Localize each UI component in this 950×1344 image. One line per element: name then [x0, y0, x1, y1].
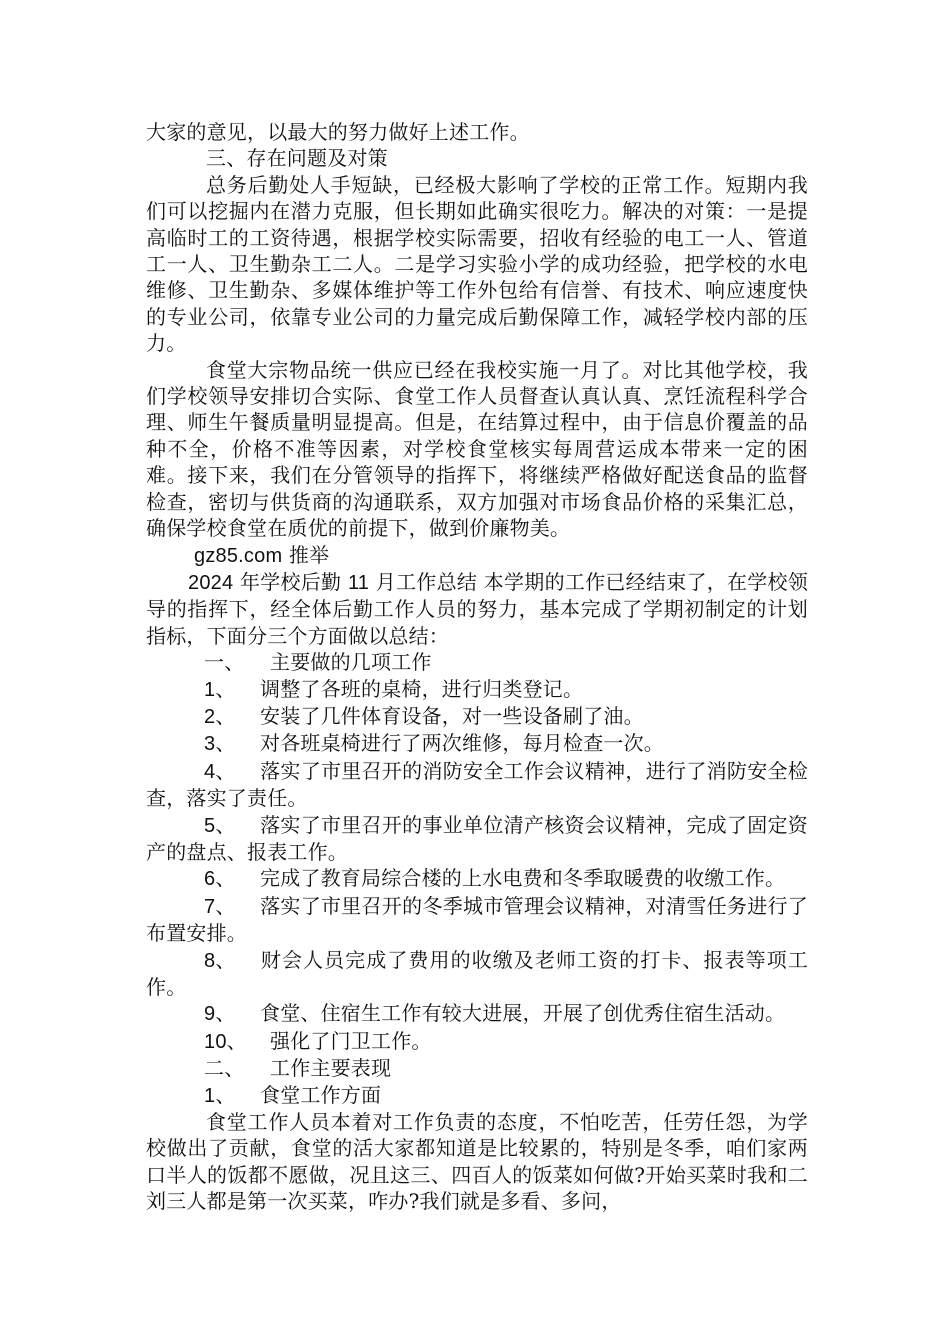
item-number: 3、 — [204, 733, 236, 756]
work-item — [146, 758, 808, 812]
section-title: 主要做的几项工作 — [270, 650, 432, 675]
recommend-site: gz85.com — [194, 544, 283, 567]
item-number: 6、 — [204, 868, 236, 891]
work-item — [146, 1000, 808, 1027]
summary-title-mid: 年学校后勤 — [239, 569, 342, 594]
item-number: 8、 — [204, 949, 236, 972]
summary-title-end: 月工作总结 — [375, 569, 478, 594]
item-text: 强化了门卫工作。 — [270, 1028, 432, 1053]
item-number: 10、 — [204, 1030, 247, 1053]
subsection-number: 1、 — [204, 1084, 236, 1107]
item-text: 调整了各班的桌椅，进行归类登记。 — [260, 676, 584, 701]
item-text: 落实了市里召开的冬季城市管理会议精神，对清雪任务进行了布置安排。 — [146, 893, 808, 946]
paragraph-canteen-staff: 食堂工作人员本着对工作负责的态度，不怕吃苦，任劳任怨，为学校做出了贡献，食堂的活大家都知道是比较累的，特别是冬季，咱们家两口半人的饭都不愿做，况且这三、四百人的饭菜如何做?开始买菜时我和二刘三人都是第一次买菜，咋办?我们就是多看、多问， — [146, 1110, 808, 1214]
summary-year: 2024 — [188, 571, 234, 594]
section-number: 二、 — [204, 1056, 245, 1081]
paragraph-staff-shortage: 总务后勤处人手短缺，已经极大影响了学校的正常工作。短期内我们可以挖掘内在潜力克服，但长期如此确实很吃力。解决的对策：一是提高临时工的工资待遇，根据学校实际需要，招收有经验的电工一人、管道工一人、卫生勤杂工二人。二是学习实验小学的成功经验，把学校的水电维修、卫生勤杂、多媒体维护等工作外包给有信誉、有技术、响应速度快的专业公司，依靠专业公司的力量完成后勤保障工作，减轻学校内部的压力。 — [146, 172, 808, 356]
work-item — [146, 1028, 808, 1055]
item-number: 4、 — [204, 760, 236, 783]
item-number: 2、 — [204, 705, 236, 728]
work-item — [146, 865, 808, 892]
document-body — [146, 119, 808, 1215]
work-item — [146, 893, 808, 947]
section-heading-performance — [146, 1055, 808, 1081]
subsection-heading-canteen — [146, 1082, 808, 1109]
item-text: 完成了教育局综合楼的上水电费和冬季取暖费的收缴工作。 — [260, 866, 786, 891]
section-title: 工作主要表现 — [270, 1056, 392, 1081]
item-text: 安装了几件体育设备，对一些设备刷了油。 — [260, 703, 644, 728]
work-item — [146, 703, 808, 730]
work-item — [146, 676, 808, 703]
summary-body: 本学期的工作已经结束了，在学校领导的指挥下，经全体后勤工作人员的努力，基本完成了学期初制定的计划指标，下面分三个方面做以总结： — [146, 569, 809, 648]
item-text: 食堂、住宿生工作有较大进展，开展了创优秀住宿生活动。 — [260, 1001, 786, 1026]
paragraph-summary-intro — [146, 569, 808, 649]
work-item — [146, 812, 808, 866]
subsection-title: 食堂工作方面 — [260, 1082, 382, 1107]
item-number: 1、 — [204, 678, 236, 701]
item-text: 财会人员完成了费用的收缴及老师工资的打卡、报表等项工作。 — [146, 947, 808, 999]
recommend-label: 推举 — [288, 542, 330, 567]
section-heading-main-work — [146, 649, 808, 675]
item-number: 9、 — [204, 1003, 236, 1026]
section-number: 一、 — [204, 650, 245, 675]
item-text: 落实了市里召开的消防安全工作会议精神，进行了消防安全检查，落实了责任。 — [146, 758, 808, 811]
item-number: 7、 — [204, 895, 236, 918]
work-item — [146, 947, 808, 1001]
item-number: 5、 — [204, 814, 236, 837]
recommend-line — [146, 542, 808, 569]
item-text: 落实了市里召开的事业单位清产核资会议精神，完成了固定资产的盘点、报表工作。 — [146, 812, 808, 864]
paragraph-intro-tail: 大家的意见，以最大的努力做好上述工作。 — [146, 120, 530, 144]
paragraph-canteen-supply: 食堂大宗物品统一供应已经在我校实施一月了。对比其他学校，我们学校领导安排切合实际、食堂工作人员督查认真认真、烹饪流程科学合理、师生午餐质量明显提高。但是，在结算过程中，由于信息价覆盖的品种不全，价格不准等因素，对学校食堂核实每周营运成本带来一定的困难。接下来，我们在分管领导的指挥下，将继续严格做好配送食品的监督检查，密切与供货商的沟通联系，双方加强对市场食品价格的采集汇总，确保学校食堂在质优的前提下，做到价廉物美。 — [146, 357, 808, 541]
work-item — [146, 730, 808, 757]
summary-month: 11 — [347, 571, 370, 594]
item-text: 对各班桌椅进行了两次维修，每月检查一次。 — [260, 731, 664, 756]
section-heading-problems: 三、存在问题及对策 — [206, 146, 388, 171]
